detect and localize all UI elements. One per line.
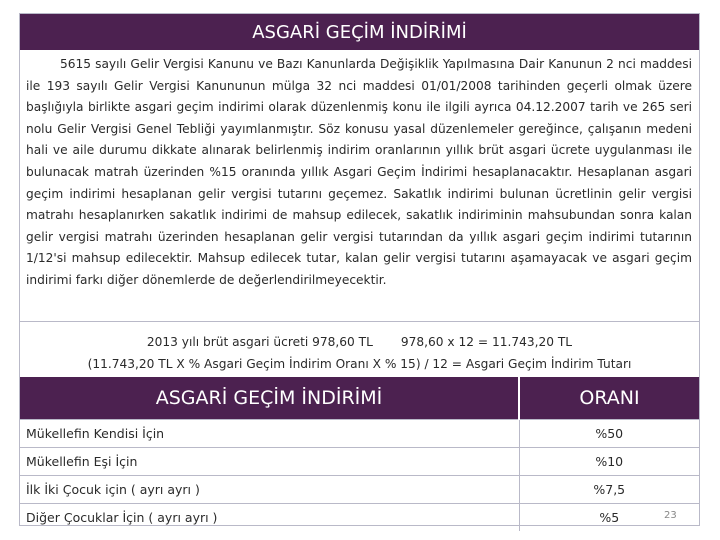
page-number: 23 xyxy=(664,510,677,521)
slide-frame xyxy=(19,13,700,526)
calc-annual-wage: 2013 yılı brüt asgari ücreti 978,60 TL xyxy=(146,335,373,349)
row-label: Mükellefin Eşi İçin xyxy=(20,448,519,476)
rates-table-header xyxy=(20,377,699,420)
calc-line-1 xyxy=(20,332,699,352)
row-rate: %10 xyxy=(519,448,699,476)
row-rate: %7,5 xyxy=(519,476,699,504)
row-label: Mükellefin Kendisi İçin xyxy=(20,420,519,448)
calc-line-2: (11.743,20 TL X % Asgari Geçim İndirim Oranı X % 15) / 12 = Asgari Geçim İndirim Tutarı xyxy=(87,357,632,371)
calc-yearly-total: 978,60 x 12 = 11.743,20 TL xyxy=(400,335,573,349)
header-deduction: ASGARİ GEÇİM İNDİRİMİ xyxy=(20,377,519,420)
slide-title: ASGARİ GEÇİM İNDİRİMİ xyxy=(20,14,699,50)
table-row xyxy=(20,448,699,476)
table-row xyxy=(20,420,699,448)
table-row xyxy=(20,504,699,532)
explanation-paragraph: 5615 sayılı Gelir Vergisi Kanunu ve Bazı Kanunlarda Değişiklik Yapılmasına Dair Kanunun 2 nci maddesi ile 193 sayılı Gelir Vergisi Kanununun mülga 32 nci maddesi 01/01/2008 tarihinden geçerli olmak üzere başlığıyla birlikte asgari geçim indirimi olarak düzenlenmiş konu ile ilgili ayrıca 04.12.2007 tarih ve 265 seri nolu Gelir Vergisi Genel Tebliği yayımlanmıştır. Söz konusu yasal düzenlemeler gereğince, çalışanın medeni hali ve aile durumu dikkate alınarak belirlenmiş indirim oranlarının yıllık brüt asgari ücrete uygulanması ile bulunacak matrah üzerinden %15 oranında yıllık Asgari Geçim İndirimi hesaplanacaktır. Hesaplanan asgari geçim indirimi hesaplanan gelir vergisi tutarını geçemez. Sakatlık indirimi bulunan ücretlinin gelir vergisi matrahı hesaplanırken sakatlık indirimi de mahsup edilecek, sakatlık indiriminin mahsubundan sonra kalan gelir vergisi matrahı üzerinden hesaplanan gelir vergisi tutarından da yıllık asgari geçim indirimi tutarının 1/12'si mahsup edilecektir. Mahsup edilecek tutar, kalan gelir vergisi tutarını aşamayacak ve asgari geçim indirimi farkı diğer dönemlerde de değerlendirilmeyecektir. xyxy=(26,57,692,287)
row-label: İlk İki Çocuk için ( ayrı ayrı ) xyxy=(20,476,519,504)
rates-table xyxy=(20,377,699,531)
row-rate: %50 xyxy=(519,420,699,448)
divider xyxy=(20,321,699,322)
table-row xyxy=(20,476,699,504)
row-label: Diğer Çocuklar İçin ( ayrı ayrı ) xyxy=(20,504,519,532)
header-rate: ORANI xyxy=(519,377,699,420)
row-rate: %5 xyxy=(519,504,699,532)
